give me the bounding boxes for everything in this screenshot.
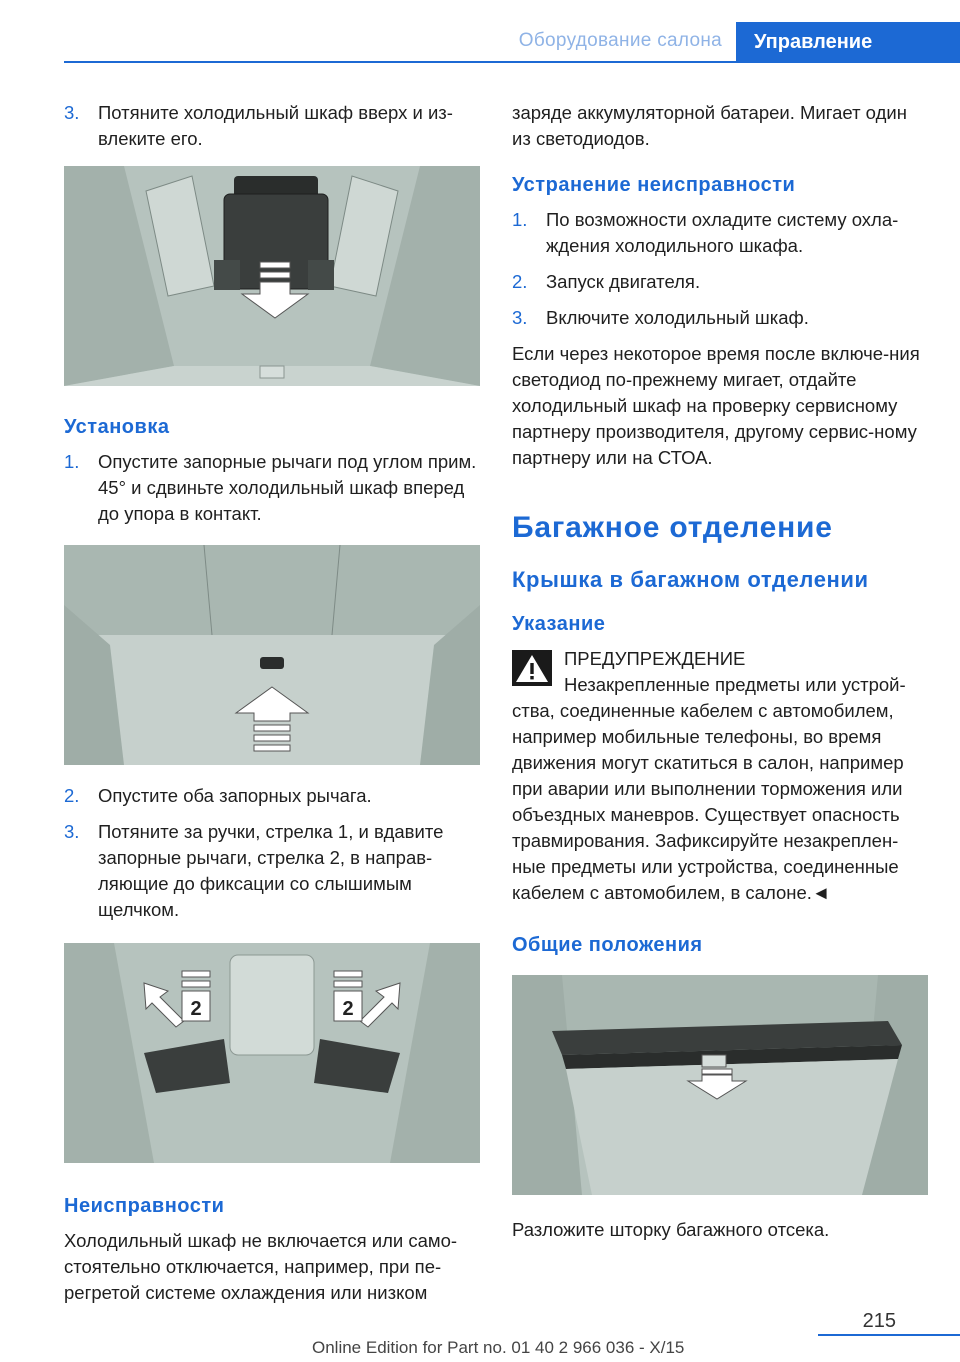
faults-text: Холодильный шкаф не включается или само-стоятельно отключается, например, при пе-регретой системе охлаждения или низком	[64, 1230, 458, 1303]
figure-luggage-cover	[512, 975, 928, 1195]
left-column	[64, 100, 480, 1306]
figure-label-left: 2	[190, 998, 202, 1020]
warning-triangle-icon	[512, 650, 552, 686]
removal-steps	[64, 100, 480, 152]
step-text: Потяните за ручки, стрелка 1, и вдавите запорные рычаги, стрелка 2, в направ-ляющие до фиксации со слышимым щелчком.	[98, 821, 444, 920]
general-heading: Общие положения	[512, 934, 703, 956]
step-text: Запуск двигателя.	[546, 271, 701, 292]
page-number: 215	[862, 1310, 896, 1332]
figure-label-right: 2	[342, 998, 354, 1020]
figure-fridge-remove	[64, 166, 480, 386]
right-column	[512, 100, 928, 1243]
header-chapter-tab[interactable]: Управление	[736, 22, 960, 62]
footer-rule	[818, 1334, 960, 1336]
step-number: 1.	[512, 209, 528, 230]
figure-fridge-install	[64, 545, 480, 765]
install-step-2	[64, 783, 480, 809]
fix-step-2	[512, 269, 928, 295]
step-text: Включите холодильный шкаф.	[546, 307, 809, 328]
install-steps	[64, 449, 480, 527]
step-text: По возможности охладите систему охла-ждения холодильного шкафа.	[546, 209, 899, 256]
step-number: 3.	[512, 307, 528, 328]
fix-step-1	[512, 207, 928, 259]
step-number: 1.	[64, 451, 80, 472]
step-text: Потяните холодильный шкаф вверх и из-влеките его.	[98, 102, 453, 149]
install-step-1	[64, 449, 480, 527]
step-number: 3.	[64, 821, 80, 842]
removal-step-3	[64, 100, 480, 152]
fix-text: Если через некоторое время после включе-ния светодиод по-прежнему мигает, отдайте холодильный шкаф на проверку сервисному партнеру производителя, другому сервис-ному партнеру или на СТОА.	[512, 343, 920, 468]
footer-edition: Online Edition for Part no. 01 40 2 966 036 - X/15	[312, 1338, 685, 1357]
step-text: Опустите оба запорных рычага.	[98, 785, 372, 806]
fix-heading: Устранение неисправности	[512, 174, 796, 196]
fix-step-3	[512, 305, 928, 331]
section-title: Багажное отделение	[512, 511, 833, 544]
step-number: 2.	[64, 785, 80, 806]
note-heading: Указание	[512, 613, 606, 635]
header-rule	[64, 61, 960, 63]
step-text: Опустите запорные рычаги под углом прим. 45° и сдвиньте холодильный шкаф вперед до упора в контакт.	[98, 451, 477, 524]
warning-text: Незакрепленные предметы или устрой-ства, соединенные кабелем с автомобилем, например мобильные телефоны, во время движения могут скатиться в салон, например при аварии или выполнении торможения или объездных маневров. Существует опасность травмирования. Зафиксируйте незакреплен-ные предметы или устройства, соединенные кабелем с автомобилем, в салоне.◄	[512, 674, 906, 903]
cover-text: Разложите шторку багажного отсека.	[512, 1219, 830, 1240]
warning-title: ПРЕДУПРЕЖДЕНИЕ	[564, 648, 746, 669]
figure-lock-levers	[64, 943, 480, 1163]
chapter-title: Крышка в багажном отделении	[512, 567, 869, 592]
install-steps-cont	[64, 783, 480, 923]
install-step-3	[64, 819, 480, 923]
page-header	[0, 0, 960, 62]
install-heading: Установка	[64, 416, 170, 438]
fix-steps	[512, 207, 928, 331]
header-section-title: Оборудование салона	[518, 30, 722, 51]
step-number: 3.	[64, 102, 80, 123]
faults-text-cont: заряде аккумуляторной батареи. Мигает один из светодиодов.	[512, 102, 907, 149]
warning-block	[512, 646, 928, 672]
faults-heading: Неисправности	[64, 1195, 225, 1217]
step-number: 2.	[512, 271, 528, 292]
